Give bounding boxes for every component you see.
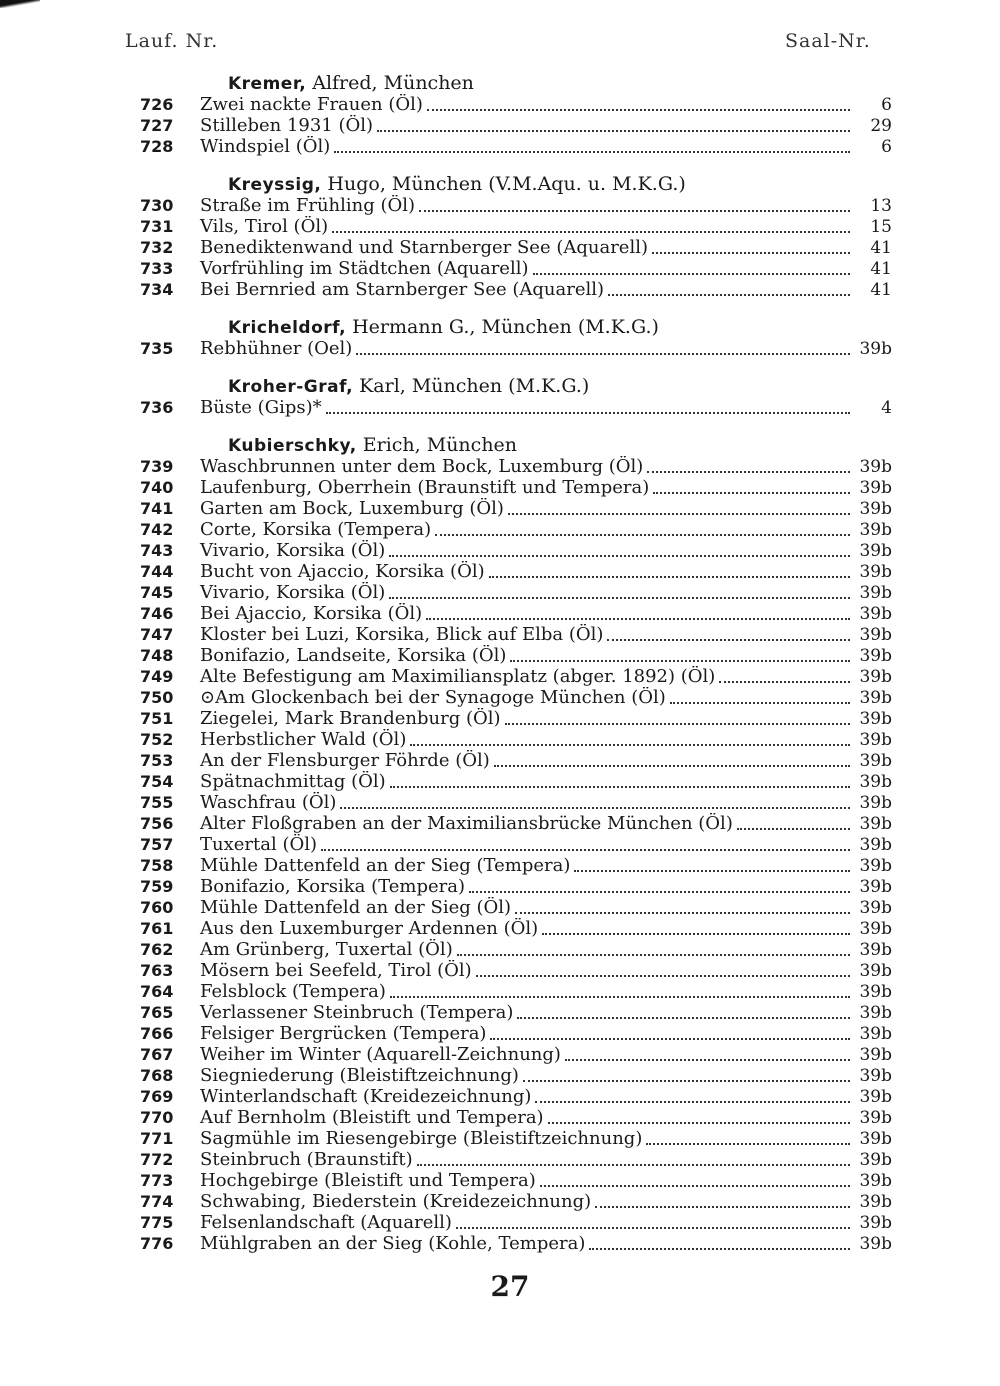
dot-leader [469, 891, 850, 893]
catalog-entry [140, 338, 892, 359]
dot-leader [595, 1206, 850, 1208]
room-number: 39b [859, 709, 892, 729]
catalog-entry [140, 960, 892, 981]
artist-heading [140, 316, 892, 338]
room-number: 39b [859, 919, 892, 939]
dot-leader [533, 273, 851, 275]
artist-details: Erich, München [356, 434, 518, 456]
entry-number: 774 [140, 1192, 174, 1211]
entry-number: 731 [140, 217, 174, 236]
artist-name: Kricheldorf, [228, 318, 347, 338]
entry-number: 730 [140, 196, 174, 215]
entry-number: 765 [140, 1003, 174, 1022]
entry-title: Garten am Bock, Luxemburg (Öl) [200, 498, 504, 519]
room-number: 39b [859, 688, 892, 708]
artist-heading [140, 72, 892, 94]
catalog-entry [140, 645, 892, 666]
entry-number: 735 [140, 339, 174, 358]
entry-title: Bonifazio, Korsika (Tempera) [200, 876, 465, 897]
catalog-entry [140, 115, 892, 136]
room-number: 39b [859, 646, 892, 666]
entry-number: 752 [140, 730, 174, 749]
dot-leader [565, 1059, 850, 1061]
entry-number: 740 [140, 478, 174, 497]
room-number: 15 [870, 217, 892, 237]
dot-leader [410, 744, 850, 746]
room-number: 6 [881, 137, 892, 157]
entry-title: Bonifazio, Landseite, Korsika (Öl) [200, 645, 507, 666]
entry-number: 773 [140, 1171, 174, 1190]
dot-leader [476, 975, 850, 977]
entry-title: Waschbrunnen unter dem Bock, Luxemburg (Öl) [200, 456, 644, 477]
catalog-entry [140, 939, 892, 960]
header-running-number: Lauf. Nr. [125, 30, 219, 52]
entry-number: 732 [140, 238, 174, 257]
catalog-entry [140, 397, 892, 418]
entry-number: 734 [140, 280, 174, 299]
entry-number: 767 [140, 1045, 174, 1064]
room-number: 39b [859, 604, 892, 624]
room-number: 39b [859, 961, 892, 981]
entry-number: 746 [140, 604, 174, 623]
catalog-entry [140, 582, 892, 603]
catalog-entry [140, 708, 892, 729]
catalog-entry [140, 1044, 892, 1065]
dot-leader [489, 576, 850, 578]
dot-leader [670, 702, 850, 704]
room-number: 13 [870, 196, 892, 216]
artist-name: Kreyssig, [228, 175, 322, 195]
dot-leader [334, 151, 850, 153]
dot-leader [505, 723, 850, 725]
dot-leader [652, 252, 850, 254]
room-number: 39b [859, 751, 892, 771]
dot-leader [389, 597, 850, 599]
entry-title: Winterlandschaft (Kreidezeichnung) [200, 1086, 532, 1107]
catalog-entry [140, 456, 892, 477]
catalog-entry [140, 1002, 892, 1023]
room-number: 39b [859, 793, 892, 813]
entry-number: 759 [140, 877, 174, 896]
catalog-entry [140, 1107, 892, 1128]
room-number: 39b [859, 520, 892, 540]
entry-title: Ziegelei, Mark Brandenburg (Öl) [200, 708, 501, 729]
catalog-entry [140, 519, 892, 540]
room-number: 39b [859, 1003, 892, 1023]
dot-leader [608, 294, 850, 296]
entry-title: Benediktenwand und Starnberger See (Aquarell) [200, 237, 648, 258]
entry-number: 747 [140, 625, 174, 644]
room-number: 39b [859, 541, 892, 561]
entry-number: 764 [140, 982, 174, 1001]
room-number: 39b [859, 1108, 892, 1128]
entry-title: Felsenlandschaft (Aquarell) [200, 1212, 452, 1233]
dot-leader [540, 1185, 850, 1187]
entry-number: 753 [140, 751, 174, 770]
catalog-entry [140, 792, 892, 813]
room-number: 39b [859, 835, 892, 855]
catalog-entry [140, 771, 892, 792]
room-number: 41 [870, 280, 892, 300]
catalog-entry [140, 1191, 892, 1212]
entry-number: 745 [140, 583, 174, 602]
entry-title: Rebhühner (Oel) [200, 338, 353, 359]
dot-leader [419, 210, 850, 212]
entry-number: 727 [140, 116, 174, 135]
dot-leader [607, 639, 850, 641]
entry-title: Mösern bei Seefeld, Tirol (Öl) [200, 960, 472, 981]
dot-leader [737, 828, 850, 830]
catalog-entry [140, 813, 892, 834]
entry-number: 760 [140, 898, 174, 917]
room-number: 39b [859, 1129, 892, 1149]
entry-number: 776 [140, 1234, 174, 1253]
entry-title: Herbstlicher Wald (Öl) [200, 729, 407, 750]
artist-details: Hugo, München (V.M.Aqu. u. M.K.G.) [321, 173, 686, 195]
artist-details: Hermann G., München (M.K.G.) [346, 316, 659, 338]
dot-leader [510, 660, 850, 662]
dot-leader [515, 912, 850, 914]
room-number: 39b [859, 478, 892, 498]
catalog-entry [140, 834, 892, 855]
dot-leader [457, 954, 850, 956]
catalog-entry [140, 1170, 892, 1191]
entry-title: Tuxertal (Öl) [200, 834, 318, 855]
entry-title: Mühle Dattenfeld an der Sieg (Tempera) [200, 855, 571, 876]
entry-number: 756 [140, 814, 174, 833]
room-number: 39b [859, 457, 892, 477]
room-number: 39b [859, 1087, 892, 1107]
catalog-entry [140, 897, 892, 918]
entry-number: 749 [140, 667, 174, 686]
dot-leader [390, 996, 850, 998]
catalog-entry [140, 1128, 892, 1149]
entry-title: Vils, Tirol (Öl) [200, 216, 329, 237]
dot-leader [390, 786, 850, 788]
entry-number: 763 [140, 961, 174, 980]
dot-leader [653, 492, 850, 494]
entry-title: Bei Ajaccio, Korsika (Öl) [200, 603, 423, 624]
entry-title: Windspiel (Öl) [200, 136, 331, 157]
entry-title: Verlassener Steinbruch (Tempera) [200, 1002, 514, 1023]
dot-leader [435, 534, 850, 536]
entry-number: 736 [140, 398, 174, 417]
room-number: 39b [859, 898, 892, 918]
dot-leader [417, 1164, 850, 1166]
catalog-entry [140, 603, 892, 624]
room-number: 39b [859, 1192, 892, 1212]
entry-number: 750 [140, 688, 174, 707]
dot-leader [517, 1017, 850, 1019]
scan-artifact [0, 0, 40, 8]
artist-name: Kroher-Graf, [228, 377, 354, 397]
room-number: 39b [859, 772, 892, 792]
entry-number: 772 [140, 1150, 174, 1169]
entry-title: Felsiger Bergrücken (Tempera) [200, 1023, 487, 1044]
entry-number: 769 [140, 1087, 174, 1106]
catalog-entry [140, 981, 892, 1002]
room-number: 39b [859, 1234, 892, 1254]
artist-name: Kremer, [228, 74, 307, 94]
catalog-entry [140, 1023, 892, 1044]
entry-title: Bei Bernried am Starnberger See (Aquarell) [200, 279, 605, 300]
catalog-entry [140, 624, 892, 645]
entry-title: Bucht von Ajaccio, Korsika (Öl) [200, 561, 485, 582]
entry-number: 770 [140, 1108, 174, 1127]
room-number: 39b [859, 1066, 892, 1086]
dot-leader [332, 231, 850, 233]
entry-title: Büste (Gips)* [200, 397, 322, 418]
catalog-entry [140, 216, 892, 237]
entry-title: Hochgebirge (Bleistift und Tempera) [200, 1170, 536, 1191]
entry-title: Mühlgraben an der Sieg (Kohle, Tempera) [200, 1233, 586, 1254]
catalog-entry [140, 1212, 892, 1233]
entry-title: Aus den Luxemburger Ardennen (Öl) [200, 918, 539, 939]
catalog-entry [140, 258, 892, 279]
dot-leader [535, 1101, 850, 1103]
catalog-list [140, 72, 892, 1254]
dot-leader [574, 870, 850, 872]
artist-heading [140, 173, 892, 195]
dot-leader [490, 1038, 850, 1040]
room-number: 41 [870, 259, 892, 279]
room-number: 39b [859, 730, 892, 750]
room-number: 39b [859, 1213, 892, 1233]
entry-title: Vivario, Korsika (Öl) [200, 540, 386, 561]
entry-title: Mühle Dattenfeld an der Sieg (Öl) [200, 897, 512, 918]
entry-title: Weiher im Winter (Aquarell-Zeichnung) [200, 1044, 561, 1065]
catalog-entry [140, 855, 892, 876]
catalog-entry [140, 1149, 892, 1170]
entry-number: 751 [140, 709, 174, 728]
entry-title: Vorfrühling im Städtchen (Aquarell) [200, 258, 529, 279]
room-number: 39b [859, 814, 892, 834]
room-number: 39b [859, 1171, 892, 1191]
entry-title: Alte Befestigung am Maximiliansplatz (abger. 1892) (Öl) [200, 666, 716, 687]
room-number: 39b [859, 583, 892, 603]
catalog-entry [140, 666, 892, 687]
dot-leader [326, 412, 850, 414]
room-number: 39b [859, 877, 892, 897]
room-number: 39b [859, 625, 892, 645]
entry-number: 757 [140, 835, 174, 854]
room-number: 4 [881, 398, 892, 418]
entry-title: Kloster bei Luzi, Korsika, Blick auf Elba (Öl) [200, 624, 604, 645]
entry-title: Waschfrau (Öl) [200, 792, 337, 813]
catalog-entry [140, 1065, 892, 1086]
entry-title: Auf Bernholm (Bleistift und Tempera) [200, 1107, 544, 1128]
catalog-entry [140, 1086, 892, 1107]
page-number: 27 [490, 1270, 530, 1303]
header-room-number: Saal-Nr. [785, 30, 871, 52]
entry-title: Alter Floßgraben an der Maximiliansbrücke München (Öl) [200, 813, 733, 834]
catalog-entry [140, 498, 892, 519]
room-number: 39b [859, 667, 892, 687]
dot-leader [542, 933, 850, 935]
dot-leader [548, 1122, 850, 1124]
catalog-entry [140, 876, 892, 897]
dot-leader [719, 681, 850, 683]
dot-leader [426, 618, 850, 620]
entry-title: Steinbruch (Braunstift) [200, 1149, 413, 1170]
entry-number: 744 [140, 562, 174, 581]
catalog-entry [140, 729, 892, 750]
room-number: 29 [870, 116, 892, 136]
entry-number: 754 [140, 772, 174, 791]
room-number: 39b [859, 856, 892, 876]
dot-leader [340, 807, 850, 809]
room-number: 6 [881, 95, 892, 115]
entry-title: Siegniederung (Bleistiftzeichnung) [200, 1065, 519, 1086]
artist-heading [140, 434, 892, 456]
room-number: 39b [859, 940, 892, 960]
entry-title: Straße im Frühling (Öl) [200, 195, 416, 216]
catalog-entry [140, 540, 892, 561]
dot-leader [494, 765, 850, 767]
entry-title: Zwei nackte Frauen (Öl) [200, 94, 423, 115]
entry-number: 766 [140, 1024, 174, 1043]
entry-number: 739 [140, 457, 174, 476]
artist-details: Alfred, München [306, 72, 474, 94]
room-number: 39b [859, 562, 892, 582]
catalog-entry [140, 750, 892, 771]
entry-number: 755 [140, 793, 174, 812]
dot-leader [523, 1080, 850, 1082]
catalog-entry [140, 195, 892, 216]
catalog-entry [140, 279, 892, 300]
catalog-entry [140, 94, 892, 115]
entry-title: Sagmühle im Riesengebirge (Bleistiftzeichnung) [200, 1128, 643, 1149]
entry-number: 728 [140, 137, 174, 156]
catalog-entry [140, 477, 892, 498]
entry-title: Spätnachmittag (Öl) [200, 771, 386, 792]
entry-title: Stilleben 1931 (Öl) [200, 115, 374, 136]
entry-number: 762 [140, 940, 174, 959]
entry-number: 761 [140, 919, 174, 938]
entry-title: Am Grünberg, Tuxertal (Öl) [200, 939, 453, 960]
dot-leader [589, 1248, 850, 1250]
entry-title: Schwabing, Biederstein (Kreidezeichnung) [200, 1191, 592, 1212]
entry-number: 775 [140, 1213, 174, 1232]
dot-leader [377, 130, 850, 132]
catalog-entry [140, 237, 892, 258]
entry-title: An der Flensburger Föhrde (Öl) [200, 750, 490, 771]
entry-number: 771 [140, 1129, 174, 1148]
dot-leader [508, 513, 850, 515]
entry-number: 768 [140, 1066, 174, 1085]
entry-number: 741 [140, 499, 174, 518]
dot-leader [456, 1227, 850, 1229]
entry-number: 726 [140, 95, 174, 114]
room-number: 39b [859, 499, 892, 519]
room-number: 39b [859, 339, 892, 359]
dot-leader [321, 849, 850, 851]
entry-title: ⊙Am Glockenbach bei der Synagoge München (Öl) [200, 687, 666, 708]
entry-title: Felsblock (Tempera) [200, 981, 386, 1002]
entry-title: Corte, Korsika (Tempera) [200, 519, 432, 540]
room-number: 41 [870, 238, 892, 258]
catalog-entry [140, 136, 892, 157]
artist-heading [140, 375, 892, 397]
room-number: 39b [859, 1045, 892, 1065]
entry-title: Laufenburg, Oberrhein (Braunstift und Tempera) [200, 477, 650, 498]
entry-number: 758 [140, 856, 174, 875]
dot-leader [646, 1143, 850, 1145]
dot-leader [389, 555, 850, 557]
catalog-entry [140, 918, 892, 939]
entry-number: 743 [140, 541, 174, 560]
catalog-entry [140, 687, 892, 708]
entry-number: 748 [140, 646, 174, 665]
catalog-entry [140, 1233, 892, 1254]
dot-leader [356, 353, 850, 355]
catalog-entry [140, 561, 892, 582]
dot-leader [647, 471, 850, 473]
dot-leader [427, 109, 850, 111]
artist-details: Karl, München (M.K.G.) [353, 375, 590, 397]
entry-number: 733 [140, 259, 174, 278]
artist-name: Kubierschky, [228, 436, 357, 456]
room-number: 39b [859, 1150, 892, 1170]
room-number: 39b [859, 982, 892, 1002]
entry-number: 742 [140, 520, 174, 539]
room-number: 39b [859, 1024, 892, 1044]
entry-title: Vivario, Korsika (Öl) [200, 582, 386, 603]
